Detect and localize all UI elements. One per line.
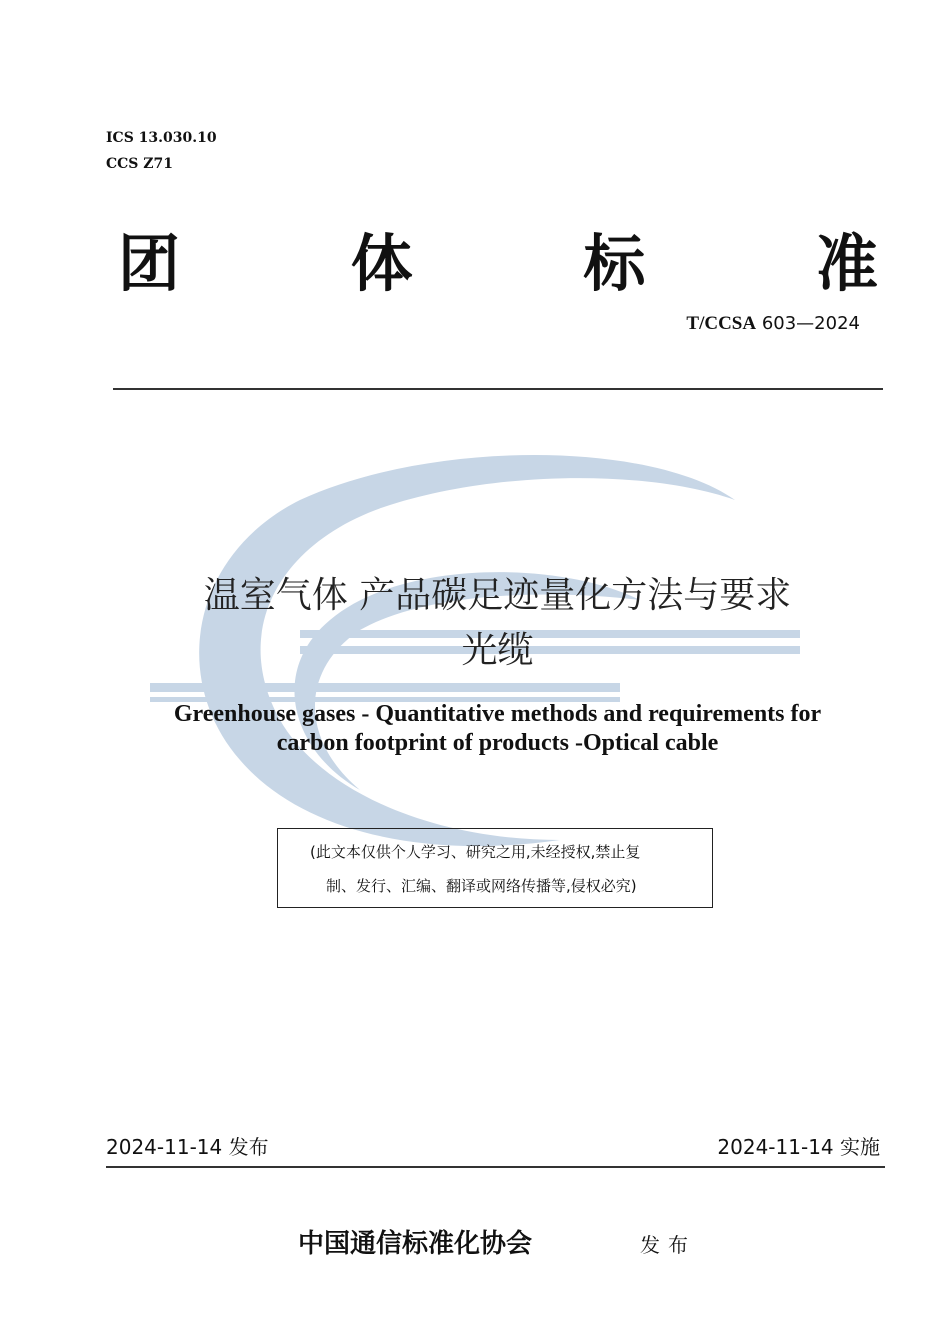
title-char-3: 标 (583, 226, 646, 300)
notice-line1: (此文本仅供个人学习、研究之用,未经授权,禁止复 (310, 843, 641, 861)
release-date: 2024-11-14 发布 (106, 1135, 269, 1159)
publish-label: 发布 (640, 1233, 696, 1257)
title-char-1: 团 (118, 226, 181, 300)
title-char-2: 体 (350, 226, 413, 300)
title-en-line1: Greenhouse gases - Quantitative methods and requirements for (173, 701, 822, 727)
title-zh-line1: 温室气体 产品碳足迹量化方法与要求 (203, 575, 792, 616)
ccs-code: CCS Z71 (106, 156, 173, 172)
standard-code: 603—2024 (761, 313, 860, 334)
bottom-divider (106, 1166, 885, 1168)
ics-code: ICS 13.030.10 (106, 130, 217, 146)
title-en-line2: carbon footprint of products -Optical cable (276, 730, 719, 756)
title-char-4: 准 (815, 226, 878, 300)
publisher-name: 中国通信标准化协会 (298, 1229, 533, 1259)
implementation-date: 2024-11-14 实施 (717, 1135, 880, 1159)
logo-stripe-3 (150, 683, 620, 692)
title-zh-line2: 光缆 (461, 630, 534, 671)
notice-line2: 制、发行、汇编、翻译或网络传播等,侵权必究) (326, 877, 637, 895)
standard-prefix: T/CCSA (686, 313, 757, 334)
copyright-notice-box (277, 828, 713, 908)
